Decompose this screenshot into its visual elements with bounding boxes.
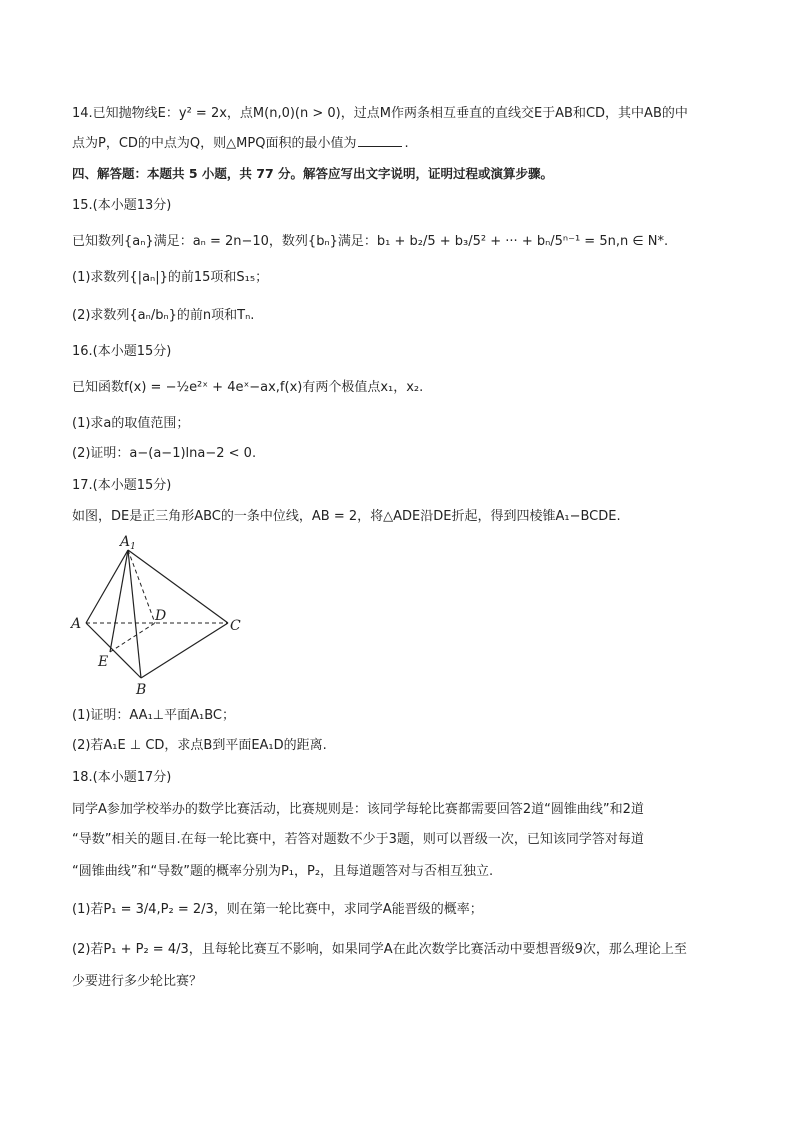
q18-header: 18.(本小题17分) (72, 770, 172, 785)
q17-stem: 如图，DE是正三角形ABC的一条中位线，AB = 2，将△ADE沿DE折起，得到四棱锥A₁−BCDE. (72, 509, 621, 524)
q16-header: 16.(本小题15分) (72, 344, 172, 359)
q16-part1: (1)求a的取值范围； (72, 416, 190, 431)
q15-part2: (2)求数列{aₙ/bₙ}的前n项和Tₙ. (72, 308, 255, 323)
q14-line2-text: 点为P，CD的中点为Q，则△MPQ面积的最小值为 (72, 136, 357, 151)
label-B: B (136, 682, 147, 698)
q18-line1: 同学A参加学校举办的数学比赛活动，比赛规则是：该同学每轮比赛都需要回答2道“圆锥曲线”和2道 (72, 802, 644, 817)
q17-part2: (2)若A₁E ⊥ CD，求点B到平面EA₁D的距离. (72, 738, 327, 753)
q18-line2: “导数”相关的题目.在每一轮比赛中，若答对题数不少于3题，则可以晋级一次，已知该同学答对每道 (72, 832, 644, 847)
q18-part1: (1)若P₁ = 3/4,P₂ = 2/3，则在第一轮比赛中，求同学A能晋级的概率； (72, 902, 483, 917)
edge-A1-C (128, 550, 228, 623)
q17-header: 17.(本小题15分) (72, 478, 172, 493)
q16-stem: 已知函数f(x) = −½e²ˣ + 4eˣ−ax,f(x)有两个极值点x₁，x₂. (72, 380, 424, 395)
q14-line2 (72, 134, 409, 154)
q15-part1: (1)求数列{|aₙ|}的前15项和S₁₅； (72, 270, 269, 285)
label-A1: $A_1$ (120, 534, 136, 552)
label-C: C (230, 618, 241, 634)
q14-line2-end: . (404, 136, 409, 151)
section-four-header: 四、解答题：本题共 5 小题，共 77 分。解答应写出文字说明，证明过程或演算步骤。 (72, 166, 554, 181)
label-E: E (98, 654, 109, 670)
label-A: A (71, 616, 82, 632)
q17-part1: (1)证明：AA₁⊥平面A₁BC； (72, 708, 235, 723)
edge-E-D-dashed (110, 623, 155, 652)
answer-blank (358, 134, 402, 147)
q18-line3: “圆锥曲线”和“导数”题的概率分别为P₁，P₂，且每道题答对与否相互独立. (72, 864, 494, 879)
q15-stem: 已知数列{aₙ}满足：aₙ = 2n−10，数列{bₙ}满足：b₁ + b₂/5 + b₃/5² + ··· + bₙ/5ⁿ⁻¹ = 5n,n ∈ N*. (72, 234, 669, 249)
edge-B-C (141, 623, 228, 678)
q14-line1: 14.已知抛物线E：y² = 2x，点M(n,0)(n > 0)，过点M作两条相互垂直的直线交E于AB和CD，其中AB的中 (72, 106, 688, 121)
edge-A1-B (128, 550, 141, 678)
q18-part2-line1: (2)若P₁ + P₂ = 4/3，且每轮比赛互不影响，如果同学A在此次数学比赛活动中要想晋级9次，那么理论上至 (72, 942, 687, 957)
q15-header: 15.(本小题13分) (72, 198, 172, 213)
q18-part2-line2: 少要进行多少轮比赛？ (72, 974, 203, 989)
pyramid-figure (68, 530, 258, 705)
label-D: D (155, 608, 167, 624)
q16-part2: (2)证明：a−(a−1)lna−2 < 0. (72, 446, 257, 461)
